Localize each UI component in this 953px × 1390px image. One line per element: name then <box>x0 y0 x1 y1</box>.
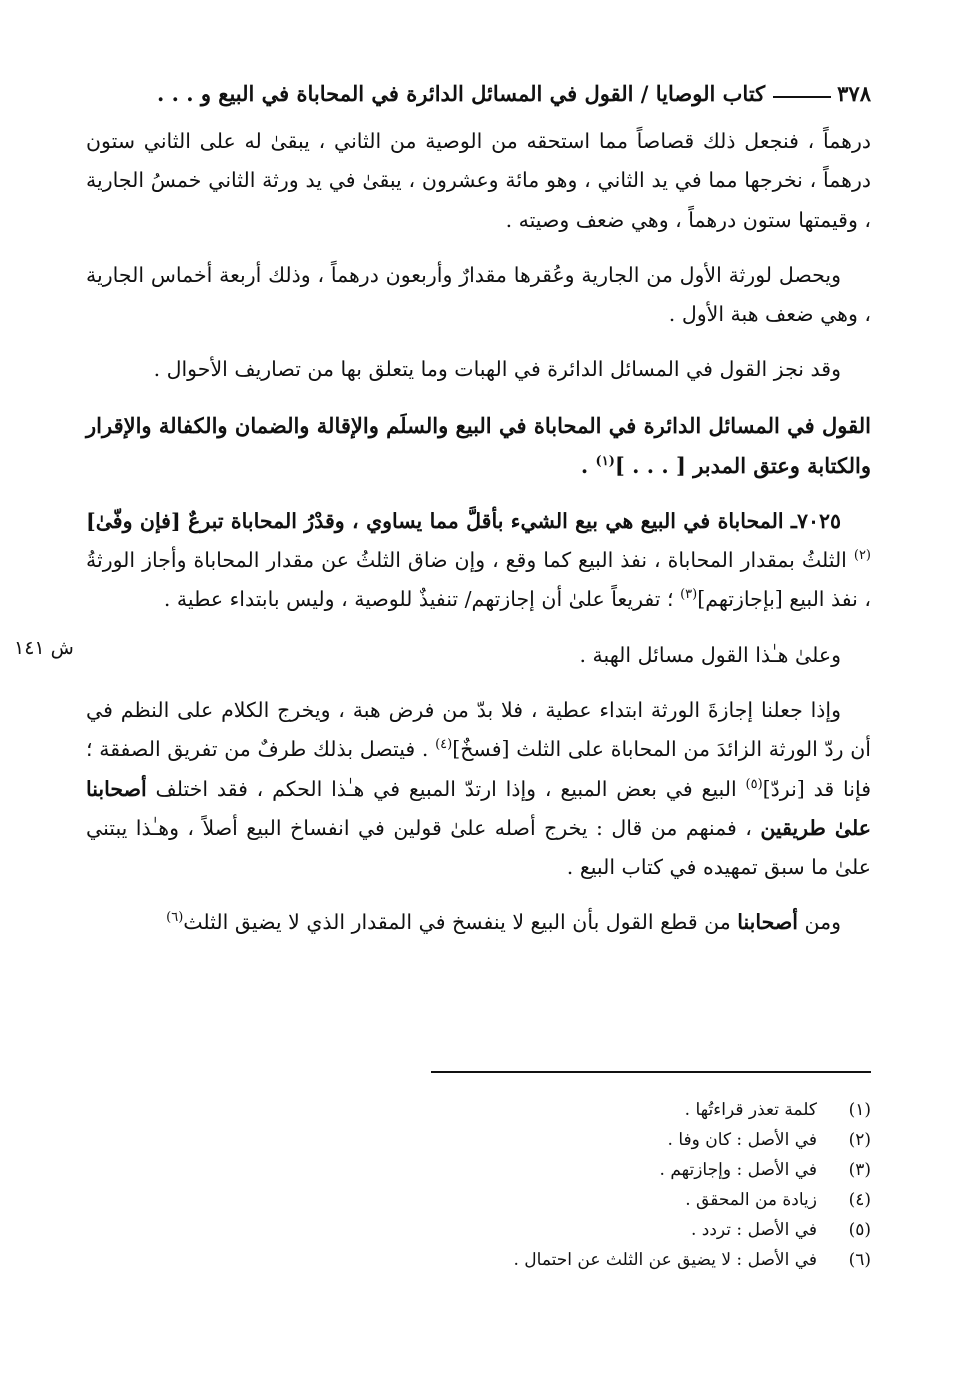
section-heading-end: . <box>580 452 596 478</box>
footnote <box>271 1095 871 1125</box>
main-text <box>86 122 871 959</box>
paragraph-6-part-a: وإذا جعلنا إجازةَ الورثة ابتداء عطية ، فلا بدّ من فرض هبة ، ويخرج الكلام على النظم في أن ردّ الورثة الزائدَ من المحاباة على الثلث [فسخٌ] <box>86 697 871 762</box>
paragraph-1: درهماً ، فنجعل ذلك قصاصاً مما استحقه من الوصية من الثاني ، يبقىٰ له على الثاني ستون درهماً ، نخرجها مما في يد الثاني ، وهو مائة وعشرون ، يبقىٰ في يد ورثة الثاني خمسُ الجارية ، وقيمتها ستون درهماً ، وهي ضعف وصيته . <box>86 129 871 232</box>
paragraph-7025-part-a: ٧٠٢٥ـ المحاباة في البيع هي بيع الشيء بأقلَّ مما يساوي ، وقدْرُ المحاباة تبرعٌ [فإن وفّىٰ] <box>86 508 841 533</box>
footnote-number: (١) <box>848 1100 871 1120</box>
footnote-text: في الأصل : كان وفا . <box>667 1130 817 1150</box>
running-header <box>86 70 871 116</box>
footnote-text: في الأصل : وإجازتهم . <box>659 1160 817 1180</box>
footnote-number: (٥) <box>848 1220 871 1240</box>
footnote-number: (٦) <box>848 1250 871 1270</box>
footnote-text: كلمة تعذر قراءتُها . <box>684 1100 817 1120</box>
paragraph-6-bold: أصحابنا علىٰ طريقين <box>86 776 871 840</box>
paragraph-2: ويحصل لورثة الأول من الجارية وعُقرها مقدارٌ وأربعون درهماً ، وذلك أربعة أخماس الجارية ، وهي ضعف هبة الأول . <box>86 262 871 327</box>
footnote-text: زيادة من المحقق . <box>685 1190 817 1210</box>
paragraph-7-part-a: ومن <box>797 910 841 935</box>
footnote-text: في الأصل : تردد . <box>690 1220 817 1240</box>
footnote-number: (٤) <box>848 1190 871 1210</box>
manuscript-folio-marker: ش ١٤١ <box>14 637 74 659</box>
footnote-ref-6: (٦) <box>166 910 184 926</box>
footnote <box>271 1155 871 1185</box>
paragraph-7-bold: أصحابنا <box>737 910 798 935</box>
section-heading <box>86 406 871 486</box>
paragraph-7 <box>86 903 871 942</box>
footnote-number: (٢) <box>848 1130 871 1150</box>
header-title: كتاب الوصايا / القول في المسائل الدائرة في المحاباة في البيع و . . . <box>156 80 766 106</box>
footnote-ref-1: (١) <box>595 453 615 469</box>
footnote <box>271 1215 871 1245</box>
paragraph-7025-part-b: الثلثُ بمقدار المحاباة ، نفذ البيع كما وقع ، وإن ضاق الثلثُ عن مقدار المحاباة وأجاز الورثةُ ، نفذ البيع [بإجازتهم] <box>86 548 871 612</box>
footnote-text: في الأصل : لا يضيق عن الثلث عن احتمال . <box>513 1250 817 1270</box>
header-rule <box>773 96 831 98</box>
footnote-ref-5: (٥) <box>745 776 763 792</box>
footnote-ref-2: (٢) <box>853 548 871 564</box>
page-number: ٣٧٨ <box>837 80 871 106</box>
footnote-ref-3: (٣) <box>680 587 698 603</box>
footnote <box>271 1245 871 1275</box>
footnotes <box>271 1095 871 1275</box>
footnote-separator <box>431 1071 871 1073</box>
paragraph-3: وقد نجز القول في المسائل الدائرة في الهبات وما يتعلق بها من تصاريف الأحوال . <box>153 357 841 382</box>
footnote-number: (٣) <box>848 1160 871 1180</box>
paragraph-7-part-c: من قطع القول بأن البيع لا ينفسخ في المقدار الذي لا يضيق الثلث <box>183 910 738 935</box>
paragraph-6-part-b: . فيتصل بذلك طرفٌ من تفريق الصفقة ؛ فإنا قد [نردّ] <box>86 737 871 801</box>
paragraph-6 <box>86 691 871 887</box>
footnote <box>271 1185 871 1215</box>
footnote-ref-4: (٤) <box>435 737 453 753</box>
footnote <box>271 1125 871 1155</box>
paragraph-7025-part-c: ؛ تفريعاً علىٰ أن إجازتهم/ تنفيذٌ للوصية ، وليس بابتداء عطية . <box>163 587 681 612</box>
section-heading-text: القول في المسائل الدائرة في المحاباة في البيع والسلَم والإقالة والضمان والكفالة والإقرار والكتابة وعتق المدبر [ . . . ] <box>86 412 871 478</box>
paragraph-7025 <box>86 502 871 620</box>
paragraph-6-part-c: البيع في بعض المبيع ، وإذا ارتدّ المبيع في هـٰذا الحكم ، فقد اختلف <box>146 776 746 801</box>
paragraph-5: وعلىٰ هـٰذا القول مسائل الهبة . <box>579 642 841 667</box>
paragraph-6-part-e: ، فمنهم من قال : يخرج أصله علىٰ قولين في انفساخ البيع أصلاً ، وهـٰذا يبتني علىٰ ما سبق تمهيده في كتاب البيع . <box>86 815 871 880</box>
